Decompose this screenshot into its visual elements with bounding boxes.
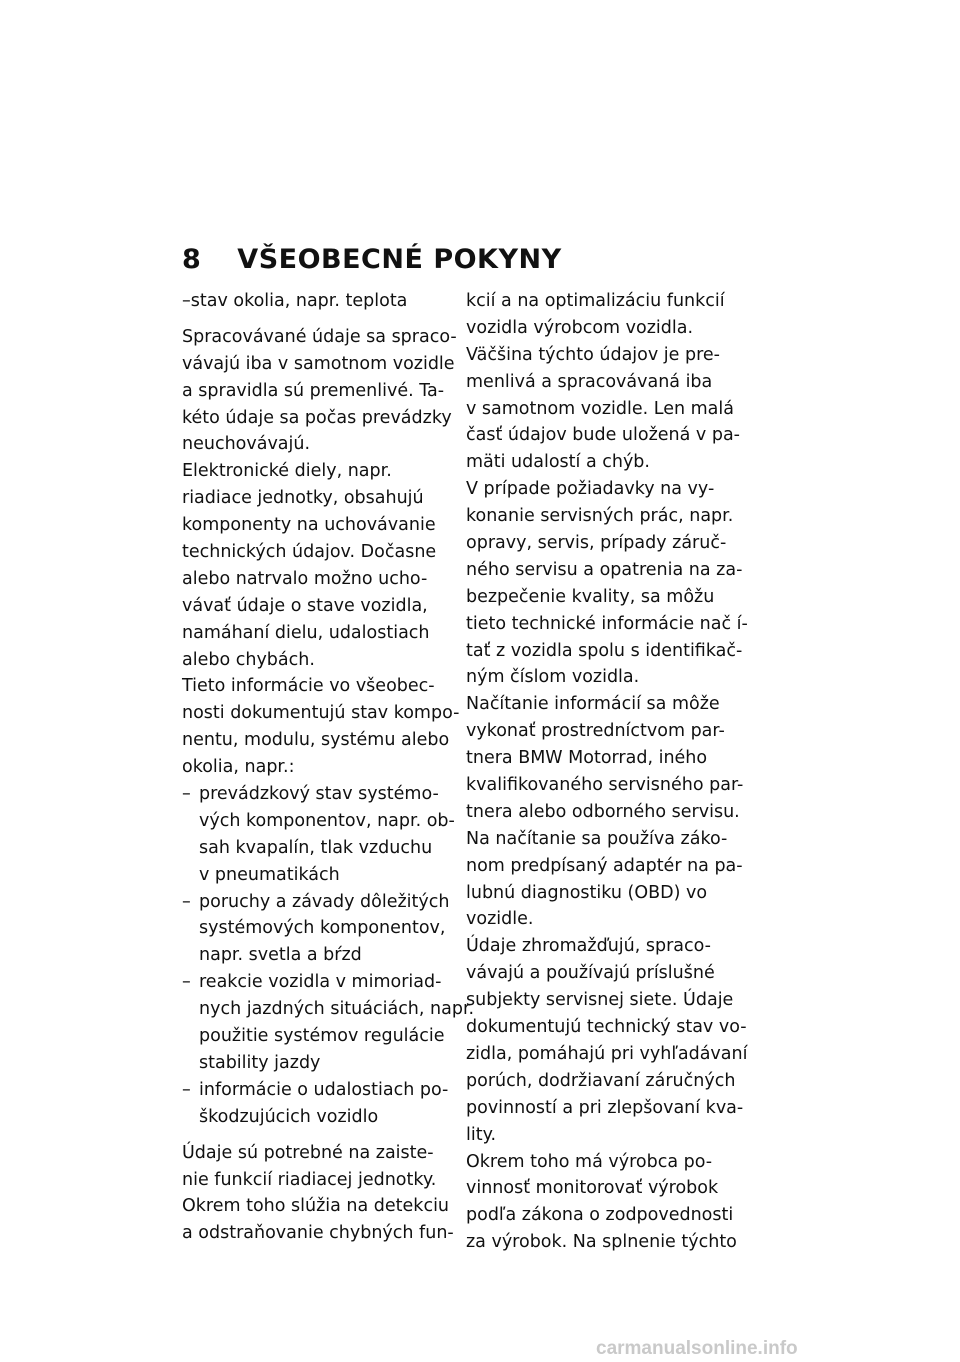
text-line: Väčšina týchto údajov je pre- — [466, 344, 720, 365]
right-text-column — [466, 288, 748, 1256]
text-line: konanie servisných prác, napr. — [466, 506, 734, 527]
text-line: V prípade požiadavky na vy- — [466, 479, 715, 500]
text-line: tať z vozidla spolu s identifikač- — [466, 640, 743, 661]
text-line: zidla, pomáhajú pri vyhľadávaní — [466, 1043, 748, 1064]
bullet-continuation-line: stability jazdy — [199, 1052, 321, 1073]
bullet-dash: – — [182, 1079, 191, 1100]
bullet-text: informácie o udalostiach po- — [199, 1079, 449, 1100]
text-line: alebo chybách. — [182, 649, 315, 670]
text-line: Načítanie informácií sa môže — [466, 694, 720, 715]
bullet-continuation-line: sah kvapalín, tlak vzduchu — [199, 837, 433, 858]
text-line: a spravidla sú premenlivé. Ta- — [182, 380, 445, 401]
text-line: vykonať prostredníctvom par- — [466, 721, 725, 742]
text-line: vinnosť monitorovať výrobok — [466, 1178, 719, 1199]
chapter-number: 8 — [182, 244, 202, 275]
text-line: Na načítanie sa používa záko- — [466, 828, 728, 849]
page-heading — [182, 244, 562, 275]
text-line: kvalifikovaného servisného par- — [466, 775, 744, 796]
text-line: vávajú a používajú príslušné — [466, 963, 715, 984]
watermark-text: carmanualsonline.info — [596, 1338, 798, 1359]
text-line: povinností a pri zlepšovaní kva- — [466, 1097, 744, 1118]
bullet-continuation-line: použitie systémov regulácie — [199, 1026, 445, 1047]
text-line: vozidla výrobcom vozidla. — [466, 317, 694, 338]
text-line: vozidle. — [466, 909, 534, 930]
text-line: kcií a na optimalizáciu funkcií — [466, 291, 725, 311]
text-line: riadiace jednotky, obsahujú — [182, 488, 424, 509]
bullet-text: reakcie vozidla v mimoriad- — [199, 972, 442, 993]
text-line: menlivá a spracovávaná iba — [466, 371, 713, 392]
text-line: nom predpísaný adaptér na pa- — [466, 855, 743, 876]
text-line: mäti udalostí a chýb. — [466, 452, 650, 473]
text-line: tnera BMW Motorrad, iného — [466, 748, 708, 769]
bullet-continuation-line: v pneumatikách — [199, 864, 340, 885]
chapter-title: VŠEOBECNÉ POKYNY — [237, 244, 562, 275]
paragraph-gap — [182, 1131, 452, 1140]
text-line: namáhaní dielu, udalostiach — [182, 622, 430, 643]
text-line: lubnú diagnostiku (OBD) vo — [466, 882, 708, 903]
text-line: ným číslom vozidla. — [466, 667, 640, 688]
bullet-continuation-line: napr. svetla a bŕzd — [199, 945, 362, 966]
text-line: lity. — [466, 1124, 497, 1145]
text-line: bezpečenie kvality, sa môžu — [466, 586, 715, 607]
text-line: alebo natrvalo možno ucho- — [182, 568, 428, 589]
text-line: opravy, servis, prípady záruč- — [466, 533, 727, 554]
bullet-dash: – — [182, 891, 191, 912]
text-line: Okrem toho má výrobca po- — [466, 1151, 713, 1172]
bullet-dash: – — [182, 972, 191, 993]
text-line: časť údajov bude uložená v pa- — [466, 425, 740, 446]
left-text-column — [182, 288, 475, 1247]
text-line: tieto technické informácie nač í- — [466, 613, 748, 634]
text-line: za výrobok. Na splnenie týchto — [466, 1232, 737, 1253]
text-line: Údaje sú potrebné na zaiste- — [182, 1142, 434, 1163]
text-line: Údaje zhromažďujú, spraco- — [466, 936, 711, 957]
bullet-continuation-line: vých komponentov, napr. ob- — [199, 810, 455, 831]
bullet-item — [182, 969, 452, 996]
bullet-item — [182, 889, 452, 916]
text-line: a odstraňovanie chybných fun- — [182, 1223, 454, 1244]
text-line: technických údajov. Dočasne — [182, 542, 437, 563]
bullet-text: prevádzkový stav systémo- — [199, 784, 439, 805]
text-line: subjekty servisnej siete. Údaje — [466, 990, 734, 1011]
text-line: Okrem toho slúžia na detekciu — [182, 1196, 450, 1217]
text-line: ného servisu a opatrenia na za- — [466, 559, 743, 580]
text-line: dokumentujú technický stav vo- — [466, 1017, 747, 1038]
text-line: vávať údaje o stave vozidla, — [182, 595, 428, 616]
text-line: komponenty na uchovávanie — [182, 515, 436, 536]
bullet-text: poruchy a závady dôležitých — [199, 891, 450, 912]
bullet-continuation-line: škodzujúcich vozidlo — [199, 1106, 379, 1127]
text-line: tnera alebo odborného servisu. — [466, 801, 740, 822]
text-line: Tieto informácie vo všeobec- — [182, 676, 435, 697]
text-line: –stav okolia, napr. teplota — [182, 291, 408, 311]
bullet-item — [182, 1077, 452, 1104]
text-line: nosti dokumentujú stav kompo- — [182, 703, 460, 724]
text-line: kéto údaje sa počas prevádzky — [182, 407, 452, 428]
bullet-item — [182, 781, 452, 808]
text-line: v samotnom vozidle. Len malá — [466, 398, 734, 419]
text-line: podľa zákona o zodpovednosti — [466, 1205, 734, 1226]
text-line: neuchovávajú. — [182, 434, 311, 455]
bullet-continuation-line: nych jazdných situáciách, napr. — [199, 999, 475, 1020]
text-line: vávajú iba v samotnom vozidle — [182, 353, 455, 374]
text-line: okolia, napr.: — [182, 757, 295, 778]
text-line: nentu, modulu, systému alebo — [182, 730, 450, 751]
bullet-dash: – — [182, 784, 191, 805]
text-line: Elektronické diely, napr. — [182, 461, 392, 482]
text-line: nie funkcií riadiacej jednotky. — [182, 1169, 437, 1190]
text-line: porúch, dodržiavaní záručných — [466, 1070, 736, 1091]
text-line: Spracovávané údaje sa spraco- — [182, 326, 457, 347]
paragraph-gap — [182, 315, 452, 324]
bullet-continuation-line: systémových komponentov, — [199, 918, 446, 939]
